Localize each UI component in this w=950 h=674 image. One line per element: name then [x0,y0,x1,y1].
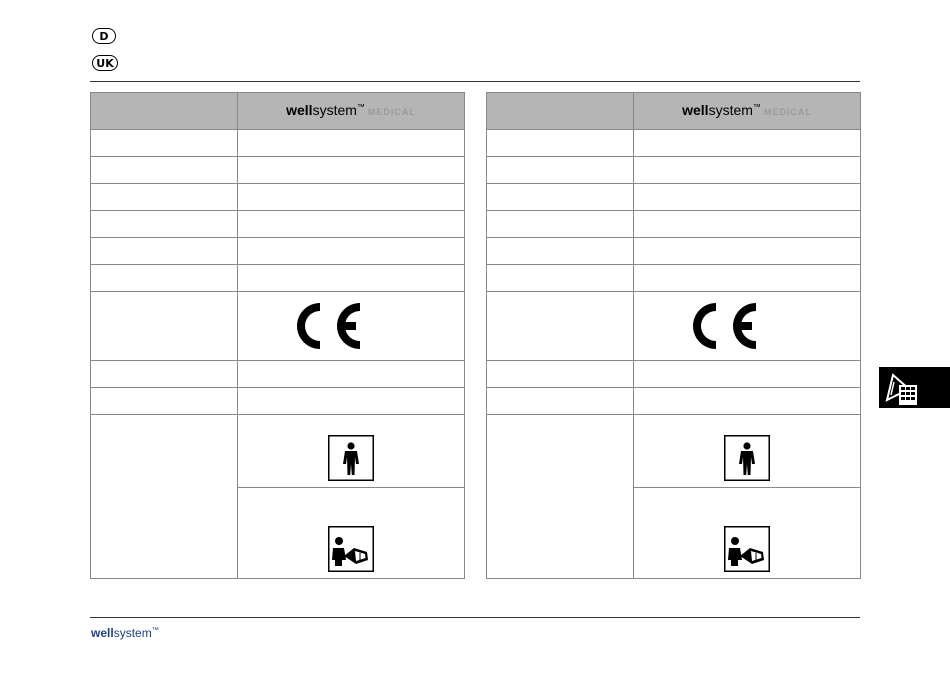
table-row [91,157,465,184]
header-brand-cell [634,93,861,130]
ce-mark-icon [686,300,758,352]
table-row [487,211,861,238]
type-b-applied-part-icon [328,435,374,481]
bottom-divider [90,617,860,618]
table-row [91,238,465,265]
brand-logo: wellsystem™MEDICAL [682,102,812,118]
table-row [91,265,465,292]
section-tab [879,367,950,408]
header-label-cell [91,93,238,130]
table-row [487,361,861,388]
table-row-ce [487,292,861,361]
table-row [487,265,861,292]
table-row [91,388,465,415]
table-row [91,211,465,238]
brand-logo: wellsystem™MEDICAL [286,102,416,118]
language-badge-uk: UK [92,55,118,71]
table-row [487,130,861,157]
calculator-pencil-icon [879,367,950,408]
table-row [91,130,465,157]
consult-instructions-icon [724,526,770,572]
spec-table-right [486,92,861,579]
table-header-row [91,93,465,130]
top-divider [90,81,860,82]
table-row [91,184,465,211]
consult-instructions-icon [328,526,374,572]
table-row-applied-part [91,415,465,488]
table-header-row [487,93,861,130]
table-row [487,388,861,415]
header-label-cell [487,93,634,130]
table-row [487,184,861,211]
table-row-applied-part [487,415,861,488]
spec-table-left [90,92,465,579]
header-brand-cell [238,93,465,130]
table-row [487,238,861,265]
footer-brand-logo: wellsystem™ [91,626,159,640]
type-b-applied-part-icon [724,435,770,481]
ce-mark-icon [290,300,362,352]
table-row-ce [91,292,465,361]
language-badge-d: D [92,28,116,44]
table-row [487,157,861,184]
table-row [91,361,465,388]
